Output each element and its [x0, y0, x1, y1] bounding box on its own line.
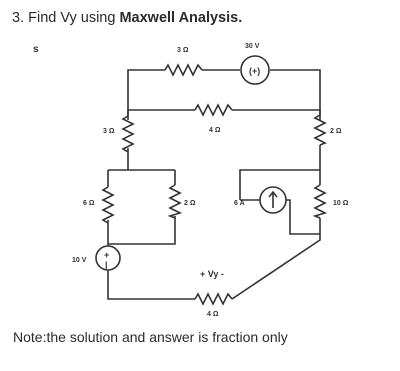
voltage-source-10v-plus: +	[104, 250, 110, 260]
label-vy: + Vy -	[200, 269, 224, 279]
wire-left-src-bot	[108, 270, 195, 299]
side-marker: s	[33, 44, 39, 55]
question-number: 3.	[12, 10, 25, 26]
wire-top-left	[128, 70, 165, 120]
resistor-middle	[195, 105, 232, 115]
wire-top-right	[270, 70, 320, 120]
label-right-resistor: 10 Ω	[333, 200, 349, 207]
resistor-bottom	[195, 294, 232, 304]
resistor-center	[170, 185, 180, 218]
wire-diagonal	[232, 234, 320, 299]
wire-cs-right	[286, 200, 320, 234]
label-top-source: 30 V	[245, 43, 260, 50]
wire-center-bot	[108, 216, 175, 244]
question-text: Find Vy using	[28, 10, 116, 26]
label-current-source: 6 A	[234, 200, 245, 207]
resistor-top	[165, 65, 202, 75]
wire-right-block-top	[240, 170, 320, 200]
resistor-right	[315, 185, 325, 218]
current-arrow-icon	[269, 192, 277, 208]
question-method: Maxwell Analysis.	[119, 10, 243, 26]
label-voltage-source-left: 10 V	[72, 257, 87, 264]
note-text: Note:the solution and answer is fraction only	[13, 329, 288, 345]
label-middle-resistor: 4 Ω	[209, 127, 221, 134]
label-bottom-resistor: 4 Ω	[207, 311, 219, 318]
label-right-upper-resistor: 2 Ω	[330, 128, 342, 135]
resistor-left-upper	[123, 116, 133, 152]
voltage-source-10v-minus: |	[105, 260, 108, 270]
label-center-resistor: 2 Ω	[184, 200, 196, 207]
label-left-lower-resistor: 6 Ω	[83, 200, 95, 207]
resistor-left-lower	[103, 187, 113, 223]
label-left-upper-resistor: 3 Ω	[103, 128, 115, 135]
voltage-source-30v-sign: (+)	[249, 66, 261, 76]
label-top-resistor: 3 Ω	[177, 47, 189, 54]
